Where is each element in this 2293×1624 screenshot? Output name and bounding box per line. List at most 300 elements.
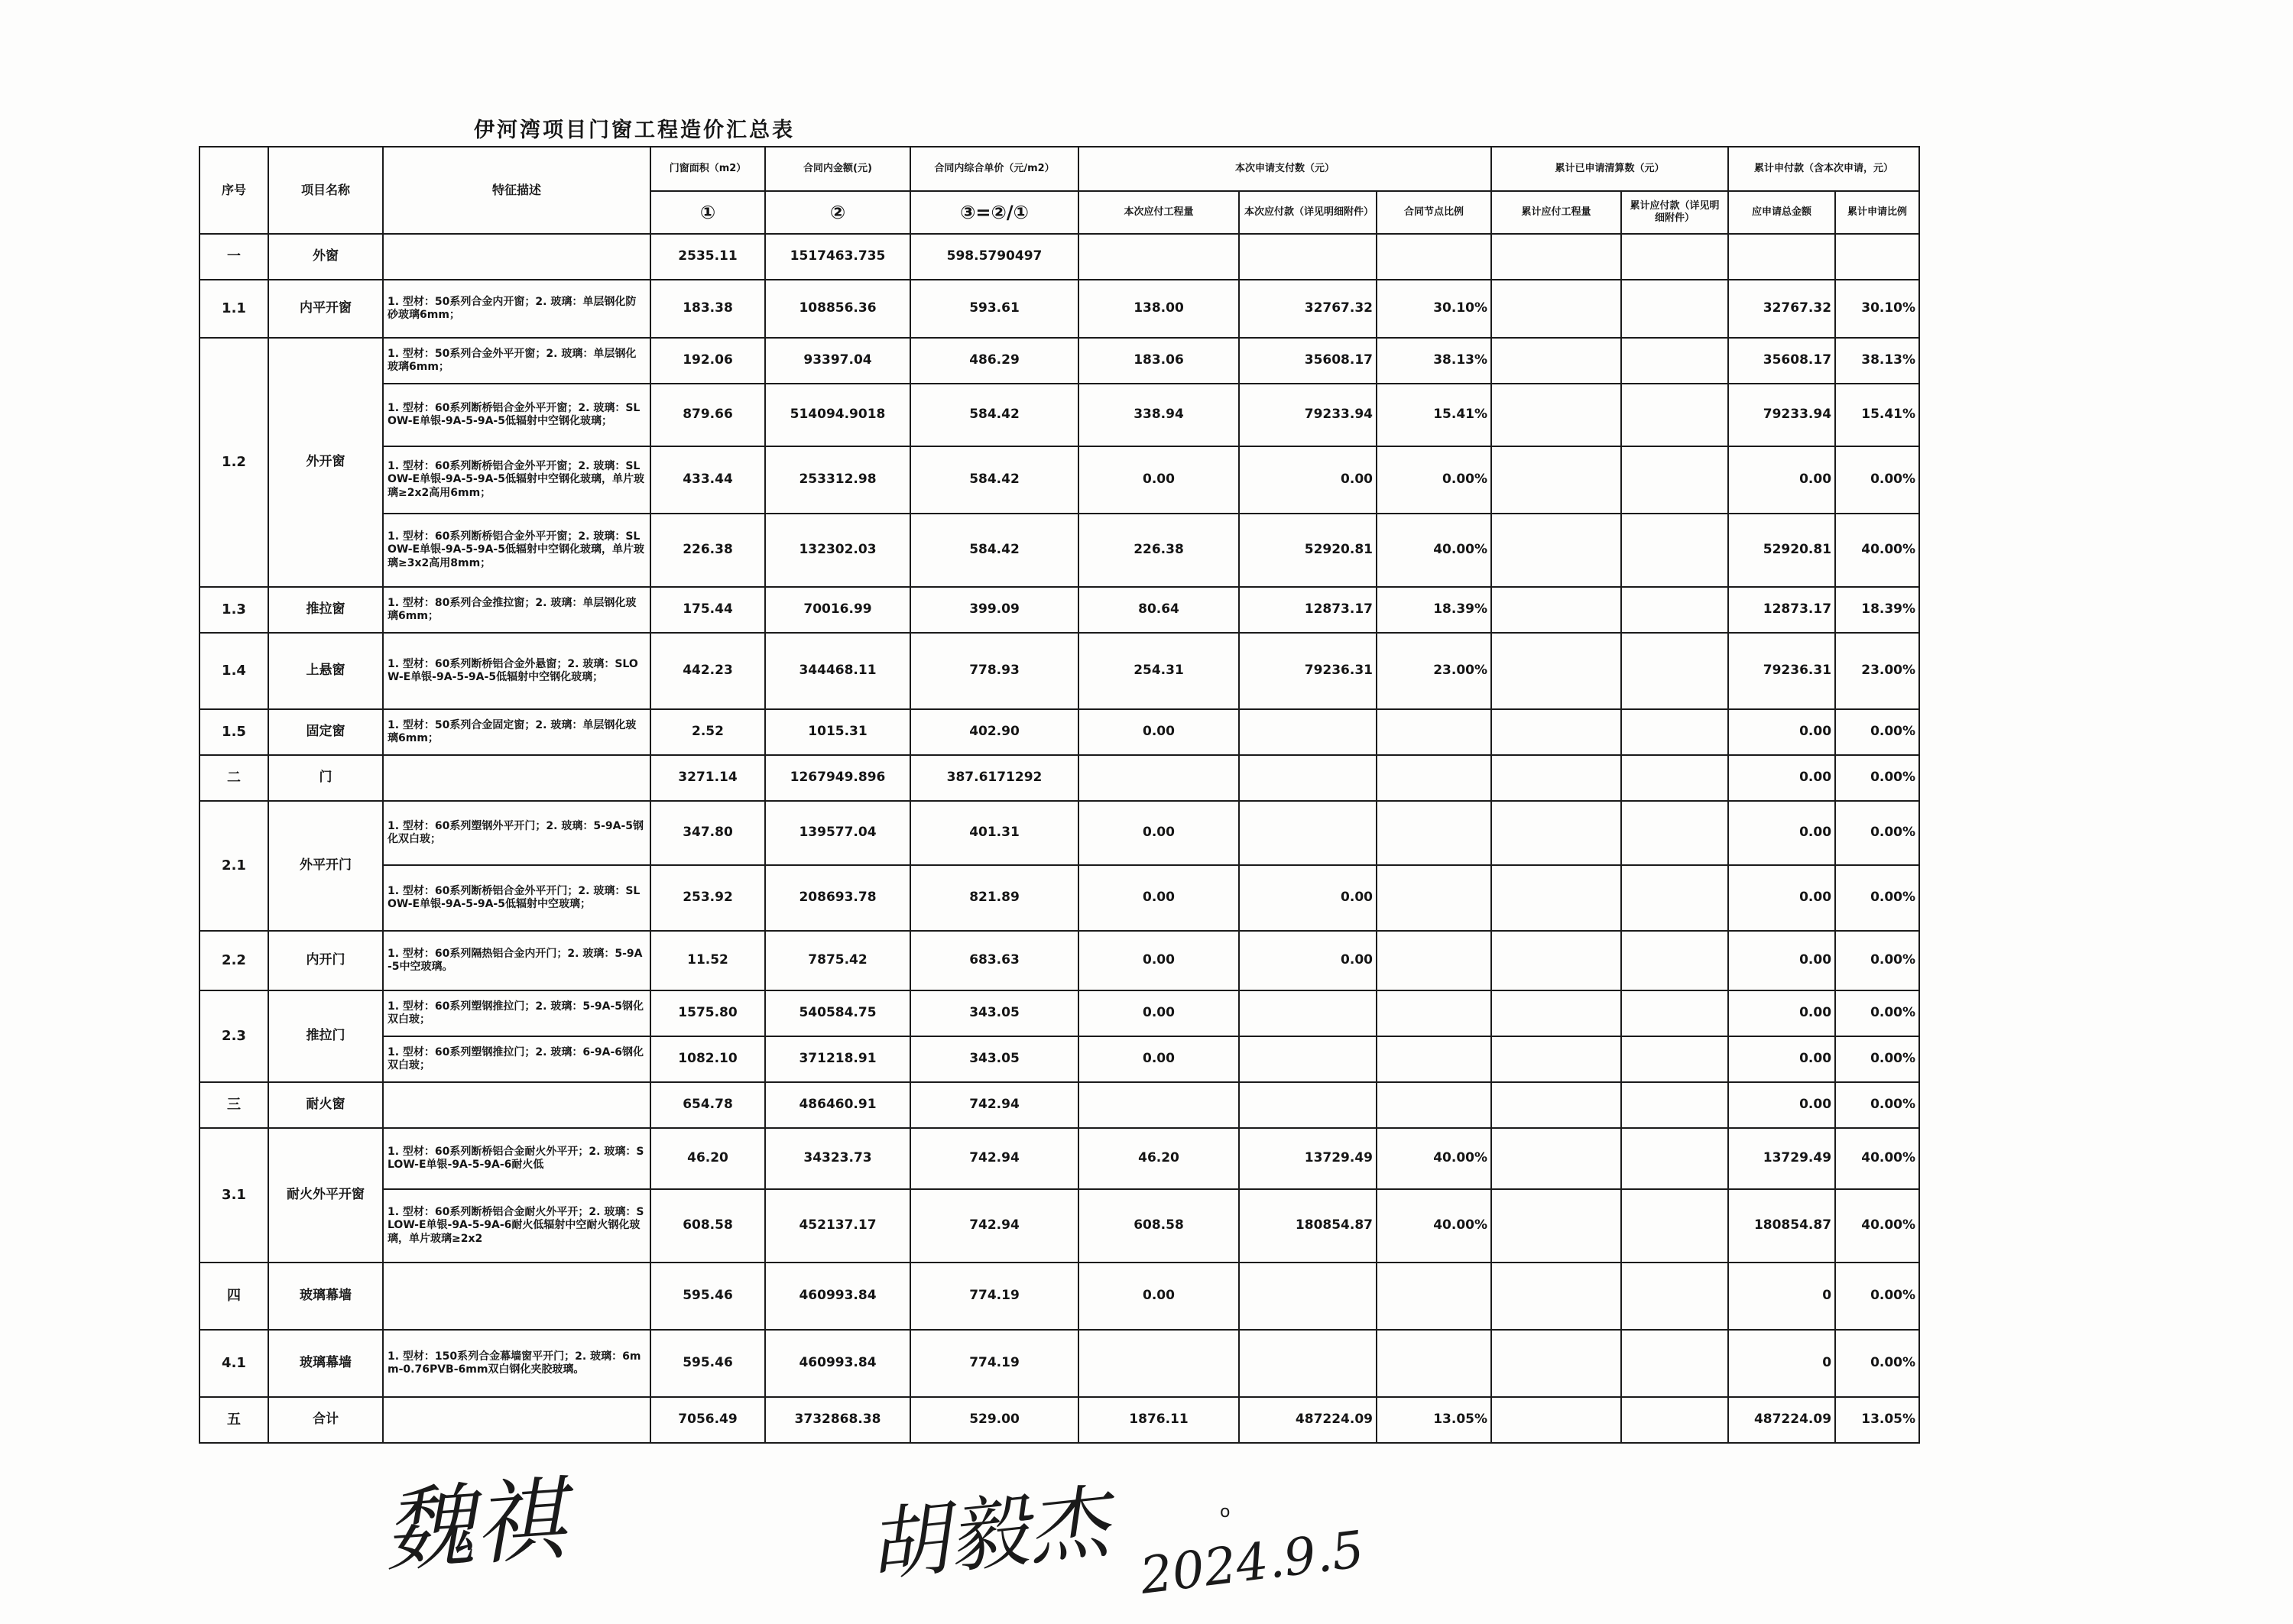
row-name: 外窗 bbox=[268, 234, 383, 280]
row-unit-price: 742.94 bbox=[910, 1128, 1078, 1189]
row-seq: 1.4 bbox=[199, 633, 268, 709]
row-name: 玻璃幕墙 bbox=[268, 1263, 383, 1330]
row-cur-ratio bbox=[1377, 990, 1491, 1036]
row-name: 外开窗 bbox=[268, 338, 383, 587]
row-total-ratio: 0.00% bbox=[1835, 1036, 1919, 1082]
row-cum-qty bbox=[1491, 633, 1621, 709]
row-total-amt: 0.00 bbox=[1728, 446, 1835, 514]
row-cur-ratio: 30.10% bbox=[1377, 280, 1491, 338]
row-area: 1575.80 bbox=[650, 990, 765, 1036]
row-total-amt: 0.00 bbox=[1728, 755, 1835, 801]
row-cum-amt bbox=[1621, 990, 1728, 1036]
row-name: 耐火外平开窗 bbox=[268, 1128, 383, 1263]
row-desc: 1. 型材：50系列合金内开窗；2. 玻璃：单层钢化防砂玻璃6mm； bbox=[383, 280, 650, 338]
row-cum-qty bbox=[1491, 709, 1621, 755]
row-cur-qty: 338.94 bbox=[1078, 384, 1239, 446]
row-cum-amt bbox=[1621, 587, 1728, 633]
row-cum-amt bbox=[1621, 865, 1728, 931]
row-total-amt: 0.00 bbox=[1728, 990, 1835, 1036]
row-cur-ratio: 0.00% bbox=[1377, 446, 1491, 514]
row-cur-amt: 12873.17 bbox=[1239, 587, 1377, 633]
row-unit-price: 821.89 bbox=[910, 865, 1078, 931]
document-title: 伊河湾项目门窗工程造价汇总表 bbox=[474, 118, 795, 142]
row-cur-ratio bbox=[1377, 801, 1491, 865]
row-total-ratio: 0.00% bbox=[1835, 709, 1919, 755]
row-area: 192.06 bbox=[650, 338, 765, 384]
row-cur-qty: 0.00 bbox=[1078, 990, 1239, 1036]
header-cum-total-group: 累计申付款（含本次申请，元） bbox=[1728, 147, 1919, 191]
row-name: 推拉门 bbox=[268, 990, 383, 1082]
row-amount: 208693.78 bbox=[765, 865, 910, 931]
row-cur-qty: 1876.11 bbox=[1078, 1397, 1239, 1443]
svg-text:o: o bbox=[1220, 1502, 1231, 1522]
row-desc bbox=[383, 755, 650, 801]
row-total-amt: 0.00 bbox=[1728, 865, 1835, 931]
row-desc: 1. 型材：60系列断桥铝合金外平开窗；2. 玻璃：SLOW-E单银-9A-5-9A-5低辐射中空钢化玻璃； bbox=[383, 384, 650, 446]
row-area: 11.52 bbox=[650, 931, 765, 990]
row-total-amt: 0.00 bbox=[1728, 801, 1835, 865]
row-cum-amt bbox=[1621, 755, 1728, 801]
row-cur-ratio: 13.05% bbox=[1377, 1397, 1491, 1443]
row-cur-ratio: 38.13% bbox=[1377, 338, 1491, 384]
row-name: 玻璃幕墙 bbox=[268, 1330, 383, 1397]
row-total-amt: 180854.87 bbox=[1728, 1189, 1835, 1263]
row-cur-qty: 0.00 bbox=[1078, 1036, 1239, 1082]
table-row bbox=[199, 1330, 1919, 1397]
header-area: 门窗面积（m2） bbox=[650, 147, 765, 191]
row-cur-amt: 79236.31 bbox=[1239, 633, 1377, 709]
row-total-ratio: 38.13% bbox=[1835, 338, 1919, 384]
row-cur-qty: 0.00 bbox=[1078, 446, 1239, 514]
row-cum-qty bbox=[1491, 1128, 1621, 1189]
row-area: 608.58 bbox=[650, 1189, 765, 1263]
row-cum-qty bbox=[1491, 1263, 1621, 1330]
row-seq: 五 bbox=[199, 1397, 268, 1443]
row-desc: 1. 型材：60系列塑钢推拉门；2. 玻璃：5-9A-5钢化双白玻； bbox=[383, 990, 650, 1036]
row-name: 门 bbox=[268, 755, 383, 801]
row-name: 耐火窗 bbox=[268, 1082, 383, 1128]
row-unit-price: 343.05 bbox=[910, 990, 1078, 1036]
row-unit-price: 774.19 bbox=[910, 1330, 1078, 1397]
row-unit-price: 486.29 bbox=[910, 338, 1078, 384]
row-desc: 1. 型材：60系列隔热铝合金内开门；2. 玻璃：5-9A-5中空玻璃。 bbox=[383, 931, 650, 990]
row-cur-amt bbox=[1239, 234, 1377, 280]
row-total-ratio: 0.00% bbox=[1835, 1263, 1919, 1330]
svg-text:2024.9.5: 2024.9.5 bbox=[1137, 1519, 1367, 1606]
row-total-ratio: 40.00% bbox=[1835, 1128, 1919, 1189]
row-total-amt: 0 bbox=[1728, 1330, 1835, 1397]
row-total-amt bbox=[1728, 234, 1835, 280]
row-seq: 1.2 bbox=[199, 338, 268, 587]
row-area: 183.38 bbox=[650, 280, 765, 338]
row-cum-amt bbox=[1621, 338, 1728, 384]
row-unit-price: 401.31 bbox=[910, 801, 1078, 865]
row-total-ratio: 18.39% bbox=[1835, 587, 1919, 633]
row-desc: 1. 型材：60系列断桥铝合金外平开窗；2. 玻璃：SLOW-E单银-9A-5-9A-5低辐射中空钢化玻璃，单片玻璃≥2x2高用6mm； bbox=[383, 446, 650, 514]
row-seq: 2.1 bbox=[199, 801, 268, 931]
row-cur-qty bbox=[1078, 1082, 1239, 1128]
row-name: 内开门 bbox=[268, 931, 383, 990]
row-cum-amt bbox=[1621, 446, 1728, 514]
row-cur-ratio bbox=[1377, 1263, 1491, 1330]
table-row bbox=[199, 1082, 1919, 1128]
header-current-group: 本次申请支付数（元） bbox=[1078, 147, 1491, 191]
table-row bbox=[199, 1263, 1919, 1330]
row-cum-qty bbox=[1491, 1330, 1621, 1397]
row-seq: 3.1 bbox=[199, 1128, 268, 1263]
row-cum-qty bbox=[1491, 234, 1621, 280]
row-amount: 514094.9018 bbox=[765, 384, 910, 446]
row-cur-ratio bbox=[1377, 1036, 1491, 1082]
row-cur-qty bbox=[1078, 755, 1239, 801]
row-cum-qty bbox=[1491, 931, 1621, 990]
row-total-ratio: 0.00% bbox=[1835, 931, 1919, 990]
row-cum-qty bbox=[1491, 865, 1621, 931]
table-row bbox=[199, 1128, 1919, 1189]
row-total-ratio: 13.05% bbox=[1835, 1397, 1919, 1443]
header-total-ratio: 累计申请比例 bbox=[1835, 191, 1919, 234]
row-cum-amt bbox=[1621, 280, 1728, 338]
header-cur-ratio: 合同节点比例 bbox=[1377, 191, 1491, 234]
row-seq: 三 bbox=[199, 1082, 268, 1128]
row-cum-amt bbox=[1621, 931, 1728, 990]
row-cum-qty bbox=[1491, 384, 1621, 446]
header-cum-amt: 累计应付款（详见明细附件） bbox=[1621, 191, 1728, 234]
row-cur-amt bbox=[1239, 709, 1377, 755]
row-name: 合计 bbox=[268, 1397, 383, 1443]
row-area: 46.20 bbox=[650, 1128, 765, 1189]
row-cum-qty bbox=[1491, 1082, 1621, 1128]
row-cum-qty bbox=[1491, 801, 1621, 865]
row-unit-price: 742.94 bbox=[910, 1082, 1078, 1128]
row-area: 175.44 bbox=[650, 587, 765, 633]
row-name: 推拉窗 bbox=[268, 587, 383, 633]
row-amount: 344468.11 bbox=[765, 633, 910, 709]
row-desc: 1. 型材：60系列断桥铝合金耐火外平开；2. 玻璃：SLOW-E单银-9A-5-9A-6耐火低辐射中空耐火钢化玻璃，单片玻璃≥2x2 bbox=[383, 1189, 650, 1263]
row-seq: 2.2 bbox=[199, 931, 268, 990]
row-cur-amt: 35608.17 bbox=[1239, 338, 1377, 384]
table-row bbox=[199, 234, 1919, 280]
row-cum-qty bbox=[1491, 587, 1621, 633]
row-cur-amt bbox=[1239, 755, 1377, 801]
row-cum-qty bbox=[1491, 755, 1621, 801]
row-name: 内平开窗 bbox=[268, 280, 383, 338]
row-cur-qty: 226.38 bbox=[1078, 514, 1239, 587]
table-row bbox=[199, 1397, 1919, 1443]
row-cur-qty: 183.06 bbox=[1078, 338, 1239, 384]
row-desc bbox=[383, 1397, 650, 1443]
row-cur-qty: 608.58 bbox=[1078, 1189, 1239, 1263]
header-total-amt: 应申请总金额 bbox=[1728, 191, 1835, 234]
row-amount: 1517463.735 bbox=[765, 234, 910, 280]
row-name: 上悬窗 bbox=[268, 633, 383, 709]
table-row bbox=[199, 709, 1919, 755]
table-row bbox=[199, 931, 1919, 990]
row-total-amt: 13729.49 bbox=[1728, 1128, 1835, 1189]
row-total-amt: 79236.31 bbox=[1728, 633, 1835, 709]
row-cur-qty bbox=[1078, 1330, 1239, 1397]
row-cur-amt bbox=[1239, 801, 1377, 865]
header-cur-amt: 本次应付款（详见明细附件） bbox=[1239, 191, 1377, 234]
row-area: 3271.14 bbox=[650, 755, 765, 801]
row-desc: 1. 型材：50系列合金外平开窗；2. 玻璃：单层钢化玻璃6mm； bbox=[383, 338, 650, 384]
row-area: 595.46 bbox=[650, 1263, 765, 1330]
row-unit-price: 683.63 bbox=[910, 931, 1078, 990]
row-desc bbox=[383, 234, 650, 280]
row-cum-qty bbox=[1491, 446, 1621, 514]
table-row bbox=[199, 514, 1919, 587]
row-amount: 93397.04 bbox=[765, 338, 910, 384]
table-row bbox=[199, 446, 1919, 514]
table-row bbox=[199, 1189, 1919, 1263]
header-amount: 合同内金额(元) bbox=[765, 147, 910, 191]
row-seq: 二 bbox=[199, 755, 268, 801]
row-cur-amt: 32767.32 bbox=[1239, 280, 1377, 338]
row-cur-qty: 46.20 bbox=[1078, 1128, 1239, 1189]
row-total-amt: 0.00 bbox=[1728, 709, 1835, 755]
row-seq: 一 bbox=[199, 234, 268, 280]
row-unit-price: 778.93 bbox=[910, 633, 1078, 709]
row-cur-qty: 138.00 bbox=[1078, 280, 1239, 338]
row-total-amt: 0.00 bbox=[1728, 1082, 1835, 1128]
row-desc: 1. 型材：60系列塑钢外平开门；2. 玻璃：5-9A-5钢化双白玻； bbox=[383, 801, 650, 865]
header-cur-qty: 本次应付工程量 bbox=[1078, 191, 1239, 234]
signature-1 bbox=[380, 1456, 615, 1586]
row-cur-qty: 0.00 bbox=[1078, 801, 1239, 865]
row-total-ratio: 0.00% bbox=[1835, 1330, 1919, 1397]
row-amount: 460993.84 bbox=[765, 1263, 910, 1330]
row-cum-amt bbox=[1621, 1189, 1728, 1263]
row-amount: 1015.31 bbox=[765, 709, 910, 755]
row-area: 7056.49 bbox=[650, 1397, 765, 1443]
row-total-ratio: 40.00% bbox=[1835, 1189, 1919, 1263]
row-seq: 四 bbox=[199, 1263, 268, 1330]
row-seq: 4.1 bbox=[199, 1330, 268, 1397]
row-cum-qty bbox=[1491, 990, 1621, 1036]
row-name: 外平开门 bbox=[268, 801, 383, 931]
row-cur-amt bbox=[1239, 1263, 1377, 1330]
row-cum-amt bbox=[1621, 709, 1728, 755]
table-row bbox=[199, 633, 1919, 709]
row-total-ratio: 0.00% bbox=[1835, 755, 1919, 801]
row-cum-amt bbox=[1621, 514, 1728, 587]
row-cum-amt bbox=[1621, 234, 1728, 280]
row-amount: 132302.03 bbox=[765, 514, 910, 587]
table-row bbox=[199, 280, 1919, 338]
row-area: 2.52 bbox=[650, 709, 765, 755]
header-area-index: ① bbox=[650, 191, 765, 234]
row-cur-ratio bbox=[1377, 865, 1491, 931]
row-cur-qty: 0.00 bbox=[1078, 865, 1239, 931]
row-cum-amt bbox=[1621, 1330, 1728, 1397]
svg-text:魏祺: 魏祺 bbox=[380, 1466, 568, 1584]
row-amount: 3732868.38 bbox=[765, 1397, 910, 1443]
row-cur-amt: 79233.94 bbox=[1239, 384, 1377, 446]
row-unit-price: 529.00 bbox=[910, 1397, 1078, 1443]
row-cur-ratio: 40.00% bbox=[1377, 1128, 1491, 1189]
row-area: 654.78 bbox=[650, 1082, 765, 1128]
row-area: 2535.11 bbox=[650, 234, 765, 280]
signature-2 bbox=[863, 1471, 1146, 1601]
table-row bbox=[199, 755, 1919, 801]
row-unit-price: 584.42 bbox=[910, 384, 1078, 446]
row-cur-ratio bbox=[1377, 1082, 1491, 1128]
header-unit-index: ③=②/① bbox=[910, 191, 1078, 234]
row-desc bbox=[383, 1263, 650, 1330]
table-row bbox=[199, 587, 1919, 633]
row-desc: 1. 型材：60系列断桥铝合金外悬窗；2. 玻璃：SLOW-E单银-9A-5-9A-5低辐射中空钢化玻璃； bbox=[383, 633, 650, 709]
row-cum-qty bbox=[1491, 1189, 1621, 1263]
row-cur-amt: 0.00 bbox=[1239, 446, 1377, 514]
row-desc: 1. 型材：80系列合金推拉窗；2. 玻璃：单层钢化玻璃6mm； bbox=[383, 587, 650, 633]
row-unit-price: 774.19 bbox=[910, 1263, 1078, 1330]
row-cum-qty bbox=[1491, 1397, 1621, 1443]
row-unit-price: 584.42 bbox=[910, 514, 1078, 587]
row-amount: 540584.75 bbox=[765, 990, 910, 1036]
row-cum-amt bbox=[1621, 1263, 1728, 1330]
header-cum-paid-group: 累计已申请清算数（元） bbox=[1491, 147, 1728, 191]
row-cur-ratio bbox=[1377, 755, 1491, 801]
row-total-ratio: 15.41% bbox=[1835, 384, 1919, 446]
row-total-ratio: 40.00% bbox=[1835, 514, 1919, 587]
table-row bbox=[199, 384, 1919, 446]
row-total-ratio: 0.00% bbox=[1835, 1082, 1919, 1128]
header-cum-qty: 累计应付工程量 bbox=[1491, 191, 1621, 234]
table-row bbox=[199, 1036, 1919, 1082]
row-amount: 452137.17 bbox=[765, 1189, 910, 1263]
row-total-amt: 32767.32 bbox=[1728, 280, 1835, 338]
row-cum-amt bbox=[1621, 801, 1728, 865]
row-seq: 1.1 bbox=[199, 280, 268, 338]
row-total-amt: 52920.81 bbox=[1728, 514, 1835, 587]
header-amount-index: ② bbox=[765, 191, 910, 234]
row-total-amt: 0.00 bbox=[1728, 931, 1835, 990]
row-amount: 139577.04 bbox=[765, 801, 910, 865]
row-cur-amt: 13729.49 bbox=[1239, 1128, 1377, 1189]
row-name: 固定窗 bbox=[268, 709, 383, 755]
row-amount: 371218.91 bbox=[765, 1036, 910, 1082]
row-desc: 1. 型材：60系列断桥铝合金外平开窗；2. 玻璃：SLOW-E单银-9A-5-9A-5低辐射中空钢化玻璃，单片玻璃≥3x2高用8mm； bbox=[383, 514, 650, 587]
row-amount: 460993.84 bbox=[765, 1330, 910, 1397]
row-cur-qty: 0.00 bbox=[1078, 1263, 1239, 1330]
row-area: 433.44 bbox=[650, 446, 765, 514]
row-desc: 1. 型材：150系列合金幕墙窗平开门；2. 玻璃：6mm-0.76PVB-6mm双白钢化夹胶玻璃。 bbox=[383, 1330, 650, 1397]
row-area: 226.38 bbox=[650, 514, 765, 587]
table-row bbox=[199, 338, 1919, 384]
header-desc: 特征描述 bbox=[383, 147, 650, 234]
row-cum-amt bbox=[1621, 1397, 1728, 1443]
header-unit: 合同内综合单价（元/m2） bbox=[910, 147, 1078, 191]
row-cur-ratio bbox=[1377, 1330, 1491, 1397]
row-cur-amt: 487224.09 bbox=[1239, 1397, 1377, 1443]
row-cur-amt bbox=[1239, 990, 1377, 1036]
row-area: 595.46 bbox=[650, 1330, 765, 1397]
row-cum-qty bbox=[1491, 338, 1621, 384]
row-cur-ratio: 18.39% bbox=[1377, 587, 1491, 633]
row-amount: 70016.99 bbox=[765, 587, 910, 633]
row-total-ratio: 0.00% bbox=[1835, 865, 1919, 931]
header-name: 项目名称 bbox=[268, 147, 383, 234]
row-cur-amt bbox=[1239, 1082, 1377, 1128]
row-total-ratio: 0.00% bbox=[1835, 446, 1919, 514]
row-cur-amt: 0.00 bbox=[1239, 865, 1377, 931]
row-desc: 1. 型材：60系列塑钢推拉门；2. 玻璃：6-9A-6钢化双白玻； bbox=[383, 1036, 650, 1082]
row-cur-qty: 0.00 bbox=[1078, 931, 1239, 990]
row-cur-qty: 80.64 bbox=[1078, 587, 1239, 633]
row-cur-qty bbox=[1078, 234, 1239, 280]
row-cur-ratio bbox=[1377, 931, 1491, 990]
row-cur-amt: 180854.87 bbox=[1239, 1189, 1377, 1263]
row-desc bbox=[383, 1082, 650, 1128]
row-seq: 2.3 bbox=[199, 990, 268, 1082]
header-row-1 bbox=[199, 147, 1919, 191]
row-cur-amt: 52920.81 bbox=[1239, 514, 1377, 587]
row-amount: 1267949.896 bbox=[765, 755, 910, 801]
row-cur-ratio bbox=[1377, 234, 1491, 280]
row-unit-price: 343.05 bbox=[910, 1036, 1078, 1082]
table-row bbox=[199, 801, 1919, 865]
row-cur-ratio: 40.00% bbox=[1377, 1189, 1491, 1263]
row-cur-amt bbox=[1239, 1036, 1377, 1082]
row-amount: 486460.91 bbox=[765, 1082, 910, 1128]
row-cum-qty bbox=[1491, 1036, 1621, 1082]
row-area: 347.80 bbox=[650, 801, 765, 865]
header-seq: 序号 bbox=[199, 147, 268, 234]
row-cur-ratio: 23.00% bbox=[1377, 633, 1491, 709]
table-row bbox=[199, 865, 1919, 931]
row-area: 879.66 bbox=[650, 384, 765, 446]
row-seq: 1.5 bbox=[199, 709, 268, 755]
row-desc: 1. 型材：50系列合金固定窗；2. 玻璃：单层钢化玻璃6mm； bbox=[383, 709, 650, 755]
row-desc: 1. 型材：60系列断桥铝合金外平开门；2. 玻璃：SLOW-E单银-9A-5-9A-5低辐射中空玻璃； bbox=[383, 865, 650, 931]
row-cum-amt bbox=[1621, 1082, 1728, 1128]
row-total-amt: 0 bbox=[1728, 1263, 1835, 1330]
row-total-ratio: 0.00% bbox=[1835, 990, 1919, 1036]
svg-text:胡毅杰: 胡毅杰 bbox=[863, 1475, 1113, 1593]
row-amount: 108856.36 bbox=[765, 280, 910, 338]
row-cur-ratio bbox=[1377, 709, 1491, 755]
row-total-ratio bbox=[1835, 234, 1919, 280]
row-cum-amt bbox=[1621, 1036, 1728, 1082]
row-cum-qty bbox=[1491, 280, 1621, 338]
row-total-ratio: 30.10% bbox=[1835, 280, 1919, 338]
row-desc: 1. 型材：60系列断桥铝合金耐火外平开；2. 玻璃：SLOW-E单银-9A-5-9A-6耐火低 bbox=[383, 1128, 650, 1189]
row-unit-price: 399.09 bbox=[910, 587, 1078, 633]
row-total-amt: 79233.94 bbox=[1728, 384, 1835, 446]
row-unit-price: 387.6171292 bbox=[910, 755, 1078, 801]
row-amount: 253312.98 bbox=[765, 446, 910, 514]
row-cur-ratio: 15.41% bbox=[1377, 384, 1491, 446]
row-total-ratio: 0.00% bbox=[1835, 801, 1919, 865]
row-cur-qty: 254.31 bbox=[1078, 633, 1239, 709]
row-area: 1082.10 bbox=[650, 1036, 765, 1082]
row-cum-amt bbox=[1621, 384, 1728, 446]
row-unit-price: 742.94 bbox=[910, 1189, 1078, 1263]
row-amount: 34323.73 bbox=[765, 1128, 910, 1189]
row-total-ratio: 23.00% bbox=[1835, 633, 1919, 709]
row-cur-amt bbox=[1239, 1330, 1377, 1397]
row-area: 442.23 bbox=[650, 633, 765, 709]
row-cum-amt bbox=[1621, 633, 1728, 709]
row-cur-amt: 0.00 bbox=[1239, 931, 1377, 990]
row-unit-price: 584.42 bbox=[910, 446, 1078, 514]
row-cum-qty bbox=[1491, 514, 1621, 587]
row-area: 253.92 bbox=[650, 865, 765, 931]
row-total-amt: 35608.17 bbox=[1728, 338, 1835, 384]
summary-table bbox=[199, 146, 1920, 1444]
row-cur-qty: 0.00 bbox=[1078, 709, 1239, 755]
row-unit-price: 593.61 bbox=[910, 280, 1078, 338]
